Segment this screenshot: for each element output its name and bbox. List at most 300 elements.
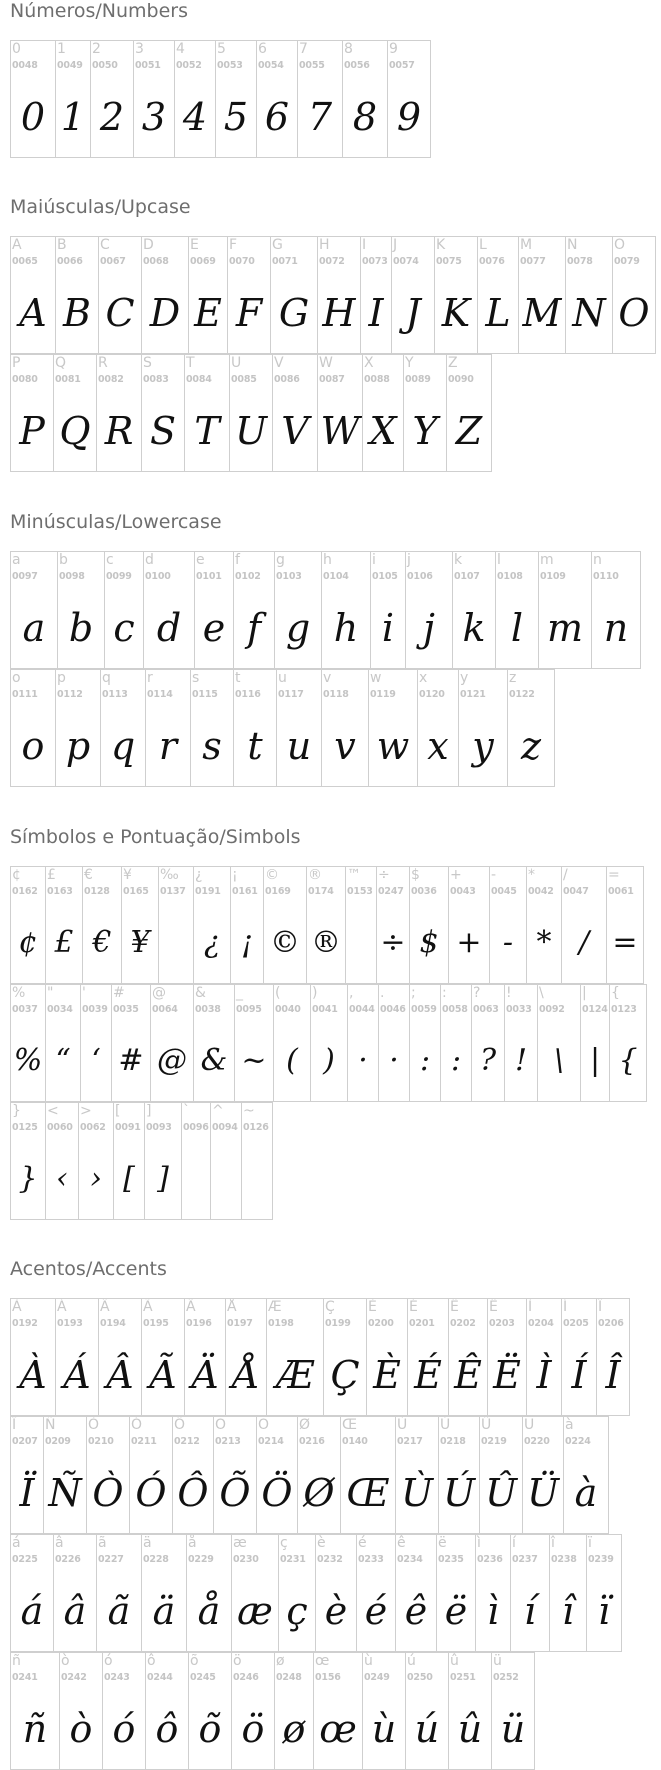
glyph-label: Ü xyxy=(524,1417,535,1433)
glyph-cell xyxy=(273,984,311,1102)
glyph-code: 0114 xyxy=(147,689,173,700)
glyph-cell xyxy=(596,1298,630,1416)
glyph-code: 0202 xyxy=(450,1318,476,1329)
glyph-sample: é xyxy=(364,1589,388,1633)
glyph-code: 0106 xyxy=(407,571,433,582)
glyph-label: ' xyxy=(82,985,86,1001)
specimen-section xyxy=(10,1258,655,1770)
glyph-cell xyxy=(10,354,54,472)
glyph-code: 0047 xyxy=(563,886,589,897)
glyph-label: å xyxy=(188,1535,197,1551)
glyph-sample: 2 xyxy=(99,95,125,139)
glyph-label: ] xyxy=(146,1103,152,1119)
glyph-code: 0100 xyxy=(145,571,171,582)
glyph-code: 0065 xyxy=(12,256,38,267)
glyph-code: 0034 xyxy=(47,1004,73,1015)
glyph-label: M xyxy=(520,237,533,253)
glyph-code: 0064 xyxy=(152,1004,178,1015)
glyph-code: 0249 xyxy=(364,1672,390,1683)
glyph-cell xyxy=(612,236,656,354)
glyph-code: 0090 xyxy=(448,374,474,385)
glyph-label: t xyxy=(235,670,241,686)
glyph-code: 0174 xyxy=(308,886,334,897)
glyph-code: 0153 xyxy=(347,886,373,897)
glyph-sample: ï xyxy=(597,1589,611,1633)
glyph-sample: Ü xyxy=(526,1471,560,1515)
glyph-code: 0043 xyxy=(450,886,476,897)
glyph-code: 0084 xyxy=(186,374,212,385)
glyph-code: 0091 xyxy=(115,1122,141,1133)
glyph-cell xyxy=(565,236,613,354)
glyph-label: ê xyxy=(397,1535,406,1551)
glyph-sample: v xyxy=(334,724,356,768)
glyph-cell xyxy=(274,1652,314,1770)
glyph-label: Ù xyxy=(397,1417,408,1433)
glyph-cell xyxy=(55,40,91,158)
glyph-sample: › xyxy=(90,1161,102,1196)
glyph-code: 0082 xyxy=(98,374,124,385)
glyph-code: 0062 xyxy=(80,1122,106,1133)
glyph-label: " xyxy=(47,985,54,1001)
glyph-row xyxy=(10,984,646,1102)
glyph-cell xyxy=(347,984,379,1102)
glyph-code: 0094 xyxy=(212,1122,238,1133)
glyph-code: 0119 xyxy=(370,689,396,700)
glyph-label: ù xyxy=(364,1653,373,1669)
glyph-cell xyxy=(231,1652,275,1770)
glyph-sample: Á xyxy=(63,1353,91,1397)
glyph-sample: R xyxy=(104,409,134,453)
glyph-label: F xyxy=(229,237,238,253)
glyph-cell xyxy=(317,236,361,354)
glyph-sample: ñ xyxy=(22,1707,48,1751)
glyph-cell xyxy=(580,984,610,1102)
glyph-cell xyxy=(448,866,490,984)
glyph-sample: ¿ xyxy=(203,925,221,960)
glyph-label: f xyxy=(235,552,240,568)
glyph-cell xyxy=(306,866,346,984)
glyph-cell xyxy=(487,1298,527,1416)
glyph-sample: \ xyxy=(553,1043,565,1078)
glyph-cell xyxy=(233,551,275,669)
glyph-sample: Ã xyxy=(149,1353,177,1397)
glyph-cell xyxy=(477,236,519,354)
glyph-sample: Ñ xyxy=(48,1471,82,1515)
glyph-cell xyxy=(10,1534,54,1652)
glyph-code: 0224 xyxy=(565,1436,591,1447)
glyph-code: 0198 xyxy=(268,1318,294,1329)
glyph-cell xyxy=(55,669,101,787)
glyph-label: á xyxy=(12,1535,21,1551)
glyph-code: 0066 xyxy=(57,256,83,267)
glyph-cell xyxy=(376,866,410,984)
glyph-sample: € xyxy=(92,925,112,960)
glyph-code: 0122 xyxy=(509,689,535,700)
glyph-code: 0217 xyxy=(397,1436,423,1447)
glyph-label: B xyxy=(57,237,67,253)
glyph-code: 0049 xyxy=(57,60,83,71)
glyph-code: 0097 xyxy=(12,571,38,582)
glyph-code: 0055 xyxy=(299,60,325,71)
glyph-sample: Í xyxy=(571,1353,587,1397)
glyph-cell xyxy=(342,40,388,158)
glyph-label: U xyxy=(231,355,242,371)
glyph-cell xyxy=(266,1298,324,1416)
glyph-code: 0101 xyxy=(196,571,222,582)
glyph-code: 0078 xyxy=(567,256,593,267)
glyph-label: K xyxy=(436,237,446,253)
glyph-label: 0 xyxy=(12,41,21,57)
glyph-cell xyxy=(10,1652,60,1770)
glyph-cell xyxy=(174,40,216,158)
glyph-code: 0036 xyxy=(411,886,437,897)
glyph-cell xyxy=(340,1416,396,1534)
glyph-sample: Æ xyxy=(275,1353,315,1397)
glyph-code: 0205 xyxy=(563,1318,589,1329)
glyph-sample: õ xyxy=(198,1707,222,1751)
glyph-sample: i xyxy=(381,606,395,650)
glyph-code: 0115 xyxy=(192,689,218,700)
glyph-cell xyxy=(256,1416,298,1534)
glyph-cell xyxy=(10,1298,56,1416)
glyph-sample: û xyxy=(457,1707,483,1751)
glyph-code: 0044 xyxy=(349,1004,375,1015)
section-title: Números/Numbers xyxy=(10,0,188,22)
glyph-label: \ xyxy=(539,985,544,1001)
glyph-cell xyxy=(45,866,83,984)
glyph-code: 0195 xyxy=(143,1318,169,1329)
glyph-cell xyxy=(227,236,271,354)
glyph-code: 0051 xyxy=(135,60,161,71)
glyph-code: 0102 xyxy=(235,571,261,582)
glyph-code: 0058 xyxy=(442,1004,468,1015)
glyph-code: 0163 xyxy=(47,886,73,897)
glyph-sample: á xyxy=(20,1589,44,1633)
glyph-sample: V xyxy=(281,409,309,453)
glyph-cell xyxy=(409,866,449,984)
glyph-cell xyxy=(10,1102,46,1220)
glyph-label: I xyxy=(362,237,367,253)
glyph-code: 0219 xyxy=(481,1436,507,1447)
glyph-code: 0041 xyxy=(312,1004,338,1015)
glyph-cell xyxy=(230,866,264,984)
glyph-cell xyxy=(395,1416,439,1534)
glyph-sample: ) xyxy=(323,1043,335,1078)
glyph-code: 0089 xyxy=(405,374,431,385)
glyph-cell xyxy=(172,1416,214,1534)
glyph-sample xyxy=(242,1149,272,1209)
glyph-sample: } xyxy=(18,1161,38,1196)
glyph-code: 0075 xyxy=(436,256,462,267)
glyph-label: ¥ xyxy=(123,867,132,883)
glyph-label: ~ xyxy=(243,1103,255,1119)
glyph-cell xyxy=(270,236,318,354)
glyph-sample: H xyxy=(322,291,356,335)
glyph-row xyxy=(10,40,430,158)
glyph-code: 0230 xyxy=(233,1554,259,1565)
glyph-label: # xyxy=(113,985,125,1001)
glyph-code: 0231 xyxy=(280,1554,306,1565)
glyph-cell xyxy=(479,1416,523,1534)
glyph-code: 0116 xyxy=(235,689,261,700)
glyph-code: 0057 xyxy=(389,60,415,71)
glyph-code: 0104 xyxy=(323,571,349,582)
glyph-sample: Ò xyxy=(92,1471,124,1515)
glyph-sample: É xyxy=(414,1353,442,1397)
glyph-cell xyxy=(150,984,194,1102)
glyph-label: ô xyxy=(147,1653,156,1669)
glyph-sample: B xyxy=(63,291,91,335)
glyph-label: 8 xyxy=(344,41,353,57)
glyph-cell xyxy=(356,1534,396,1652)
glyph-cell xyxy=(606,866,644,984)
glyph-cell xyxy=(256,40,298,158)
glyph-code: 0252 xyxy=(493,1672,519,1683)
glyph-cell xyxy=(537,984,581,1102)
glyph-code: 0079 xyxy=(614,256,640,267)
glyph-row xyxy=(10,551,640,669)
glyph-code: 0077 xyxy=(520,256,546,267)
glyph-code: 0048 xyxy=(12,60,38,71)
glyph-code: 0117 xyxy=(278,689,304,700)
glyph-sample: M xyxy=(522,291,562,335)
glyph-sample: ~ xyxy=(241,1043,267,1078)
glyph-code: 0087 xyxy=(319,374,345,385)
glyph-sample: = xyxy=(612,925,638,960)
glyph-label: > xyxy=(80,1103,92,1119)
glyph-code: 0054 xyxy=(258,60,284,71)
glyph-cell xyxy=(53,1534,97,1652)
glyph-code: 0209 xyxy=(45,1436,71,1447)
glyph-cell xyxy=(111,984,151,1102)
glyph-sample: h xyxy=(333,606,359,650)
glyph-sample: ‘ xyxy=(91,1043,101,1078)
glyph-sample: : xyxy=(450,1043,462,1078)
glyph-label: R xyxy=(98,355,108,371)
glyph-label: Ø xyxy=(299,1417,311,1433)
section-title: Maiúsculas/Upcase xyxy=(10,196,191,218)
glyph-label: Â xyxy=(100,1299,110,1315)
glyph-row xyxy=(10,1102,272,1220)
glyph-label: 1 xyxy=(57,41,66,57)
glyph-sample xyxy=(182,1149,210,1209)
glyph-label: ™ xyxy=(347,867,361,883)
glyph-code: 0080 xyxy=(12,374,38,385)
glyph-code: 0126 xyxy=(243,1122,269,1133)
glyph-cell xyxy=(98,236,142,354)
glyph-label: ó xyxy=(104,1653,113,1669)
glyph-label: ^ xyxy=(212,1103,224,1119)
glyph-sample: l xyxy=(510,606,524,650)
glyph-label: 3 xyxy=(135,41,144,57)
glyph-cell xyxy=(193,866,231,984)
glyph-sample: Ô xyxy=(177,1471,209,1515)
glyph-label: ç xyxy=(280,1535,288,1551)
glyph-label: _ xyxy=(236,985,243,1001)
glyph-sample: * xyxy=(536,925,552,960)
glyph-label: x xyxy=(419,670,428,686)
glyph-sample: è xyxy=(324,1589,348,1633)
glyph-code: 0233 xyxy=(358,1554,384,1565)
glyph-sample: î xyxy=(561,1589,575,1633)
glyph-sample: y xyxy=(472,724,494,768)
glyph-code: 0206 xyxy=(598,1318,624,1329)
glyph-cell xyxy=(234,984,274,1102)
glyph-code: 0081 xyxy=(55,374,81,385)
glyph-code: 0083 xyxy=(143,374,169,385)
glyph-cell xyxy=(345,866,377,984)
glyph-code: 0192 xyxy=(12,1318,38,1329)
glyph-label: ò xyxy=(61,1653,70,1669)
glyph-code: 0103 xyxy=(276,571,302,582)
glyph-code: 0241 xyxy=(12,1672,38,1683)
glyph-cell xyxy=(313,1652,363,1770)
glyph-sample: ô xyxy=(155,1707,179,1751)
glyph-sample: + xyxy=(456,925,482,960)
glyph-sample: ä xyxy=(152,1589,176,1633)
glyph-label: / xyxy=(563,867,568,883)
glyph-code: 0112 xyxy=(57,689,83,700)
glyph-code: 0242 xyxy=(61,1672,87,1683)
glyph-cell xyxy=(102,1652,146,1770)
glyph-code: 0095 xyxy=(236,1004,262,1015)
glyph-label: 5 xyxy=(217,41,226,57)
glyph-label: ! xyxy=(506,985,512,1001)
glyph-label: S xyxy=(143,355,152,371)
glyph-label: æ xyxy=(233,1535,247,1551)
glyph-label: Î xyxy=(598,1299,603,1315)
glyph-sample: ù xyxy=(371,1707,397,1751)
section-title: Minúsculas/Lowercase xyxy=(10,511,222,533)
glyph-label: ë xyxy=(438,1535,447,1551)
glyph-label: z xyxy=(509,670,517,686)
glyph-label: Ì xyxy=(528,1299,533,1315)
glyph-cell xyxy=(471,984,505,1102)
glyph-cell xyxy=(141,1534,187,1652)
glyph-cell xyxy=(526,866,562,984)
glyph-cell xyxy=(315,1534,357,1652)
glyph-code: 0060 xyxy=(47,1122,73,1133)
glyph-sample: ü xyxy=(500,1707,526,1751)
glyph-sample: Œ xyxy=(346,1471,390,1515)
glyph-code: 0199 xyxy=(325,1318,351,1329)
glyph-label: d xyxy=(145,552,154,568)
glyph-label: . xyxy=(380,985,385,1001)
glyph-sample: “ xyxy=(55,1043,71,1078)
glyph-code: 0162 xyxy=(12,886,38,897)
glyph-label: L xyxy=(479,237,487,253)
glyph-sample: { xyxy=(618,1043,638,1078)
glyph-sample: 6 xyxy=(264,95,290,139)
glyph-cell xyxy=(141,1298,185,1416)
glyph-sample: 8 xyxy=(352,95,378,139)
glyph-sample: X xyxy=(369,409,397,453)
glyph-label: y xyxy=(460,670,469,686)
glyph-code: 0214 xyxy=(258,1436,284,1447)
glyph-sample: p xyxy=(65,724,91,768)
glyph-sample: m xyxy=(546,606,584,650)
glyph-cell xyxy=(143,551,195,669)
glyph-sample: ç xyxy=(286,1589,308,1633)
glyph-label: ø xyxy=(276,1653,285,1669)
glyph-code: 0085 xyxy=(231,374,257,385)
glyph-code: 0125 xyxy=(12,1122,38,1133)
glyph-label: W xyxy=(319,355,333,371)
glyph-cell xyxy=(145,1652,189,1770)
glyph-sample: ® xyxy=(311,925,341,960)
glyph-cell xyxy=(10,984,46,1102)
glyph-code: 0228 xyxy=(143,1554,169,1565)
glyph-code: 0216 xyxy=(299,1436,325,1447)
glyph-label: Ç xyxy=(325,1299,335,1315)
glyph-code: 0234 xyxy=(397,1554,423,1565)
glyph-code: 0196 xyxy=(186,1318,212,1329)
glyph-code: 0068 xyxy=(143,256,169,267)
glyph-code: 0053 xyxy=(217,60,243,71)
glyph-cell xyxy=(317,354,363,472)
glyph-sample: Z xyxy=(455,409,483,453)
glyph-code: 0046 xyxy=(380,1004,406,1015)
glyph-label: Ô xyxy=(174,1417,186,1433)
glyph-sample: e xyxy=(202,606,226,650)
glyph-label: 6 xyxy=(258,41,267,57)
glyph-code: 0045 xyxy=(491,886,517,897)
glyph-cell xyxy=(323,1298,367,1416)
glyph-sample: D xyxy=(149,291,181,335)
glyph-sample: È xyxy=(373,1353,401,1397)
glyph-cell xyxy=(194,551,234,669)
glyph-sample: o xyxy=(21,724,45,768)
glyph-sample: à xyxy=(574,1471,598,1515)
specimen-section xyxy=(10,826,655,1220)
glyph-cell xyxy=(190,669,234,787)
glyph-label: ` xyxy=(183,1103,190,1119)
glyph-code: 0118 xyxy=(323,689,349,700)
glyph-code: 0109 xyxy=(540,571,566,582)
glyph-code: 0067 xyxy=(100,256,126,267)
glyph-code: 0156 xyxy=(315,1672,341,1683)
glyph-sample: Ö xyxy=(261,1471,293,1515)
glyph-sample: I xyxy=(368,291,384,335)
glyph-cell xyxy=(55,236,99,354)
glyph-sample: ö xyxy=(241,1707,265,1751)
glyph-label: k xyxy=(454,552,463,568)
glyph-sample: · xyxy=(358,1043,368,1078)
glyph-code: 0107 xyxy=(454,571,480,582)
glyph-cell xyxy=(563,1416,609,1534)
glyph-label: è xyxy=(317,1535,326,1551)
glyph-code: 0128 xyxy=(84,886,110,897)
glyph-cell xyxy=(90,40,134,158)
glyph-sample: a xyxy=(22,606,46,650)
glyph-label: ? xyxy=(473,985,481,1001)
glyph-code: 0245 xyxy=(190,1672,216,1683)
glyph-label: { xyxy=(611,985,620,1001)
glyph-label: w xyxy=(370,670,382,686)
glyph-sample: À xyxy=(19,1353,47,1397)
glyph-code: 0165 xyxy=(123,886,149,897)
glyph-label: Û xyxy=(481,1417,492,1433)
glyph-sample xyxy=(211,1149,241,1209)
glyph-cell xyxy=(55,1298,99,1416)
glyph-cell xyxy=(504,984,538,1102)
glyph-cell xyxy=(434,236,478,354)
glyph-code: 0201 xyxy=(409,1318,435,1329)
glyph-code: 0088 xyxy=(364,374,390,385)
glyph-sample: L xyxy=(485,291,511,335)
glyph-cell xyxy=(57,551,105,669)
glyph-code: 0072 xyxy=(319,256,345,267)
